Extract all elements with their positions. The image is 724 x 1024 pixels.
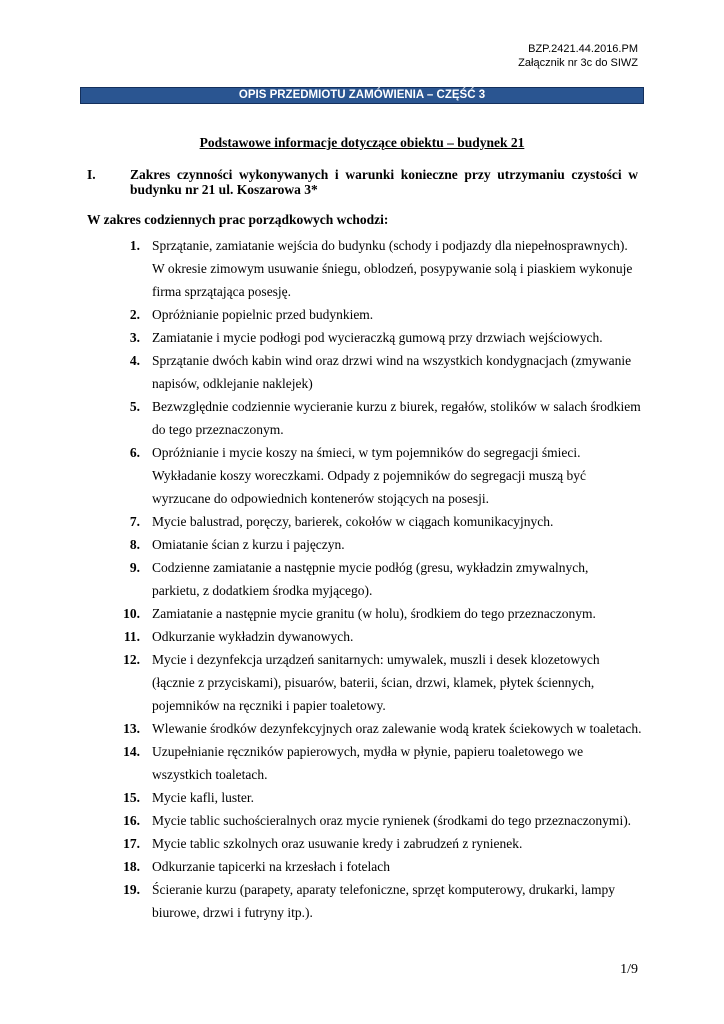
list-item-line: Zamiatanie a następnie mycie granitu (w holu), środkiem do tego przeznaczonym. bbox=[152, 606, 596, 621]
list-item-line: Codzienne zamiatanie a następnie mycie podłóg (gresu, wykładzin zmywalnych, bbox=[152, 560, 589, 575]
list-item bbox=[0, 717, 724, 740]
list-item-number: 5. bbox=[129, 399, 140, 414]
list-item bbox=[0, 234, 724, 303]
list-item bbox=[0, 648, 724, 717]
list-item-line: Opróżnianie popielnic przed budynkiem. bbox=[152, 307, 374, 322]
list-item bbox=[0, 740, 724, 786]
list-item bbox=[0, 855, 724, 878]
list-item-line: Odkurzanie tapicerki na krzesłach i fotelach bbox=[152, 859, 391, 874]
list-item-number: 12. bbox=[123, 652, 140, 667]
list-item-line: Mycie balustrad, poręczy, barierek, cokołów w ciągach komunikacyjnych. bbox=[152, 514, 554, 529]
list-item-line: Mycie i dezynfekcja urządzeń sanitarnych: umywalek, muszli i desek klozetowych bbox=[152, 652, 600, 667]
list-item bbox=[0, 625, 724, 648]
list-item bbox=[0, 878, 724, 924]
list-item bbox=[0, 303, 724, 326]
list-item-number: 3. bbox=[129, 330, 140, 345]
list-item bbox=[0, 441, 724, 510]
list-item-line: Wlewanie środków dezynfekcyjnych oraz zalewanie wodą kratek ściekowych w toaletach. bbox=[152, 721, 642, 736]
list-item-line: Mycie kafli, luster. bbox=[152, 790, 254, 805]
list-item-line: Uzupełnianie ręczników papierowych, mydła w płynie, papieru toaletowego we bbox=[152, 744, 584, 759]
list-item-line: do tego przeznaczonym. bbox=[152, 422, 284, 437]
list-item-number: 1. bbox=[129, 238, 140, 253]
document-reference-number: BZP.2421.44.2016.PM bbox=[528, 43, 638, 55]
list-item-line: pojemników na ręczniki i papier toaletowy. bbox=[152, 698, 386, 713]
list-item-line: firma sprzątająca posesję. bbox=[152, 284, 292, 299]
list-item-line: (łącznie z przyciskami), pisuarów, baterii, ścian, drzwi, klamek, płytek ściennych, bbox=[152, 675, 595, 690]
list-item-line: Sprzątanie dwóch kabin wind oraz drzwi wind na wszystkich kondygnacjach (zmywanie bbox=[152, 353, 632, 368]
list-item bbox=[0, 556, 724, 602]
list-item-line: biurowe, drzwi i futryny itp.). bbox=[152, 905, 313, 920]
task-list bbox=[0, 234, 724, 924]
page-number: 1/9 bbox=[620, 962, 638, 977]
list-item-number: 6. bbox=[129, 445, 140, 460]
list-item bbox=[0, 395, 724, 441]
list-item bbox=[0, 510, 724, 533]
list-item-number: 17. bbox=[123, 836, 140, 851]
list-item-number: 11. bbox=[123, 629, 140, 644]
list-item-line: Mycie tablic szkolnych oraz usuwanie kredy i zabrudzeń z rynienek. bbox=[152, 836, 523, 851]
list-item-line: wszystkich toaletach. bbox=[152, 767, 268, 782]
list-item-number: 10. bbox=[123, 606, 140, 621]
list-item bbox=[0, 349, 724, 395]
list-item-number: 2. bbox=[129, 307, 140, 322]
list-item bbox=[0, 602, 724, 625]
list-item-number: 19. bbox=[123, 882, 140, 897]
list-item bbox=[0, 326, 724, 349]
list-item bbox=[0, 809, 724, 832]
list-item-line: Ścieranie kurzu (parapety, aparaty telefoniczne, sprzęt komputerowy, drukarki, lampy bbox=[152, 882, 616, 897]
building-subtitle: Podstawowe informacje dotyczące obiektu – budynek 21 bbox=[199, 135, 525, 150]
list-item-number: 9. bbox=[129, 560, 140, 575]
list-item-number: 4. bbox=[129, 353, 140, 368]
title-banner: OPIS PRZEDMIOTU ZAMÓWIENIA – CZĘŚĆ 3 bbox=[80, 87, 644, 104]
list-item-number: 13. bbox=[123, 721, 140, 736]
list-item-line: Mycie tablic suchościeralnych oraz mycie rynienek (środkami do tego przeznaczonymi). bbox=[152, 813, 632, 828]
lead-paragraph: W zakres codziennych prac porządkowych wchodzi: bbox=[87, 212, 389, 227]
attachment-label: Załącznik nr 3c do SIWZ bbox=[518, 57, 638, 69]
list-item-line: Zamiatanie i mycie podłogi pod wycieraczką gumową przy drzwiach wejściowych. bbox=[152, 330, 603, 345]
list-item-number: 7. bbox=[129, 514, 140, 529]
list-item bbox=[0, 533, 724, 556]
list-item-line: W okresie zimowym usuwanie śniegu, oblodzeń, posypywanie solą i piaskiem wykonuje bbox=[152, 261, 633, 276]
list-item-line: Sprzątanie, zamiatanie wejścia do budynku (schody i podjazdy dla niepełnosprawnych). bbox=[152, 238, 628, 253]
list-item-line: napisów, odklejanie naklejek) bbox=[152, 376, 313, 391]
list-item-number: 14. bbox=[123, 744, 140, 759]
list-item-number: 15. bbox=[123, 790, 140, 805]
list-item-line: Opróżnianie i mycie koszy na śmieci, w tym pojemników do segregacji śmieci. bbox=[152, 445, 581, 460]
section-number: I. bbox=[87, 167, 96, 182]
list-item-line: Wykładanie koszy woreczkami. Odpady z pojemników do segregacji muszą być bbox=[152, 468, 587, 483]
list-item-number: 18. bbox=[123, 859, 140, 874]
list-item-line: Bezwzględnie codziennie wycieranie kurzu z biurek, regałów, stolików w salach środkiem bbox=[152, 399, 641, 414]
list-item-line: Omiatanie ścian z kurzu i pajęczyn. bbox=[152, 537, 345, 552]
list-item bbox=[0, 786, 724, 809]
list-item-number: 16. bbox=[123, 813, 140, 828]
list-item-line: Odkurzanie wykładzin dywanowych. bbox=[152, 629, 354, 644]
list-item-line: parkietu, z dodatkiem środka myjącego). bbox=[152, 583, 373, 598]
list-item-number: 8. bbox=[129, 537, 140, 552]
list-item bbox=[0, 832, 724, 855]
section-title: Zakres czynności wykonywanych i warunki konieczne przy utrzymaniu czystości w budynku nr 21 ul. Koszarowa 3* bbox=[130, 167, 638, 197]
list-item-line: wyrzucane do odpowiednich kontenerów stojących na posesji. bbox=[152, 491, 490, 506]
